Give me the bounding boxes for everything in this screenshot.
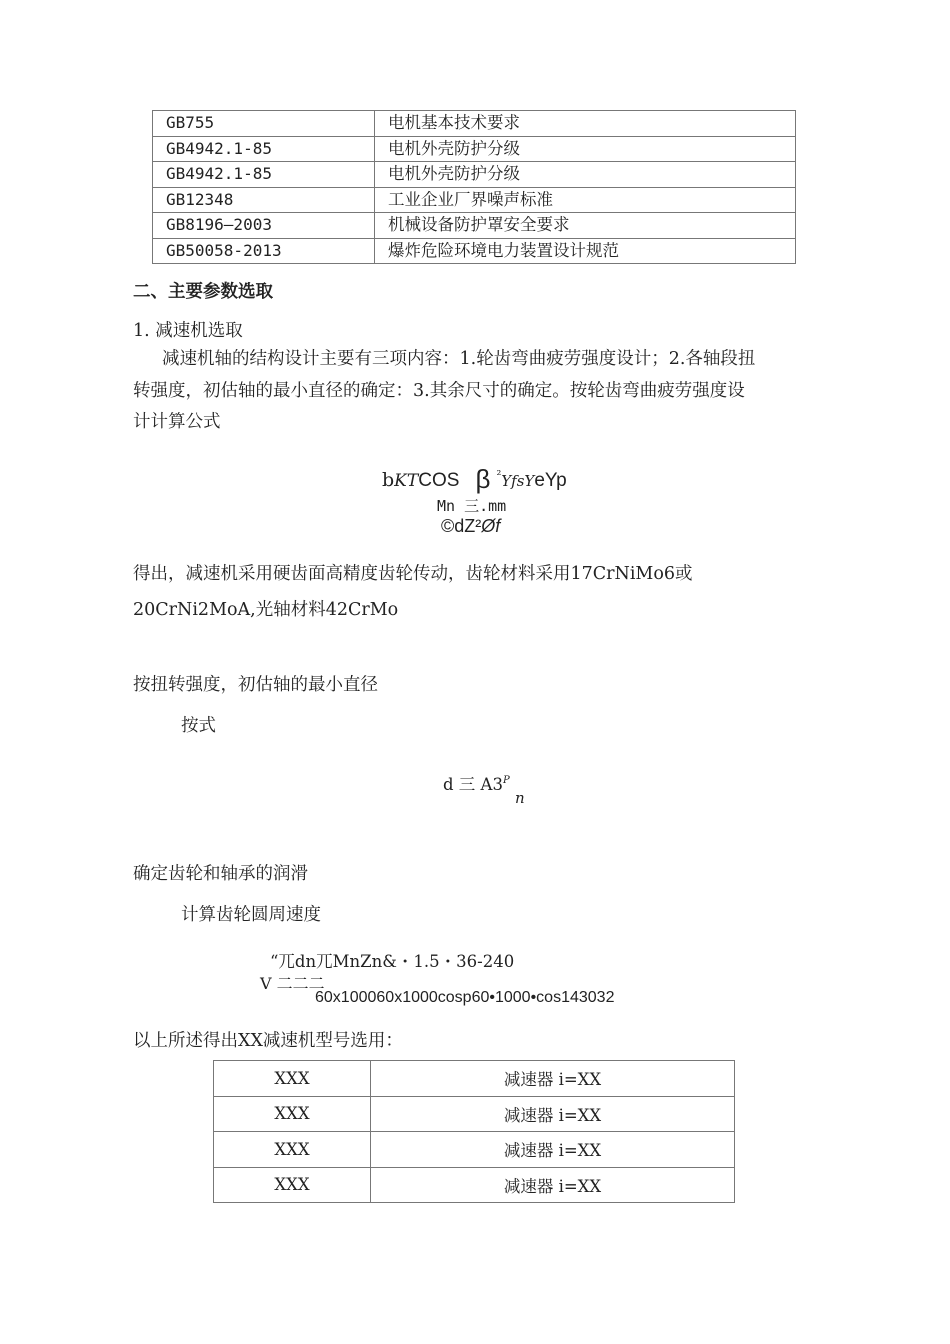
table-row — [153, 238, 796, 264]
paragraph-line: 按扭转强度，初估轴的最小直径 — [133, 675, 378, 695]
standard-desc: 机械设备防护罩安全要求 — [375, 213, 796, 239]
paragraph-line: 减速机轴的结构设计主要有三项内容：1.轮齿弯曲疲劳强度设计；2.各轴段扭 — [162, 349, 756, 369]
formula-subscript: n — [515, 789, 525, 807]
formula-part: b — [382, 469, 395, 491]
standard-code: GB8196—2003 — [153, 213, 375, 239]
standard-code: GB12348 — [153, 187, 375, 213]
reducer-model: XXX — [214, 1167, 371, 1203]
formula-part: d 三 A3 — [443, 775, 503, 794]
formula-line: 60x100060x1000cosp60•1000•cos143032 — [315, 989, 615, 1006]
reducer-desc: 减速器 i=XX — [371, 1096, 735, 1132]
paragraph-line: 得出，减速机采用硬齿面高精度齿轮传动，齿轮材料采用17CrNiMo6或 — [133, 564, 693, 584]
table-row — [214, 1061, 735, 1097]
standards-table — [152, 110, 796, 264]
formula-part: eYp — [534, 470, 567, 491]
paragraph-line: 转强度，初估轴的最小直径的确定：3.其余尺寸的确定。按轮齿弯曲疲劳强度设 — [133, 381, 745, 401]
formula-line: V 二二二 — [260, 974, 325, 993]
formula-line — [441, 516, 500, 537]
standard-desc: 爆炸危险环境电力装置设计规范 — [375, 238, 796, 264]
reducer-table — [213, 1060, 735, 1203]
table-row — [153, 213, 796, 239]
table-row — [214, 1132, 735, 1168]
standard-desc: 工业企业厂界噪声标准 — [375, 187, 796, 213]
formula-part: ² — [496, 468, 502, 482]
reducer-desc: 减速器 i=XX — [371, 1132, 735, 1168]
paragraph-line: 以上所述得出XX减速机型号选用： — [133, 1031, 403, 1051]
formula-line: Mn 三.mm — [437, 497, 507, 515]
formula-part: ©dZ² — [441, 516, 482, 536]
table-row — [153, 187, 796, 213]
formula-part: β — [475, 464, 491, 494]
table-row — [153, 136, 796, 162]
standard-desc: 电机外壳防护分级 — [375, 162, 796, 188]
standard-code: GB50058-2013 — [153, 238, 375, 264]
reducer-model: XXX — [214, 1061, 371, 1097]
table-row — [214, 1096, 735, 1132]
formula-part: P — [502, 775, 510, 786]
standard-code: GB4942.1-85 — [153, 162, 375, 188]
reducer-model: XXX — [214, 1132, 371, 1168]
standard-desc: 电机基本技术要求 — [375, 111, 796, 137]
paragraph-line: 计算齿轮圆周速度 — [181, 905, 321, 925]
paragraph-line: 确定齿轮和轴承的润滑 — [133, 864, 308, 884]
formula-min-diameter — [443, 771, 510, 795]
table-row — [153, 111, 796, 137]
paragraph-line: 按式 — [181, 716, 216, 736]
reducer-desc: 减速器 i=XX — [371, 1061, 735, 1097]
table-row — [153, 162, 796, 188]
formula-part: Øf — [481, 516, 501, 536]
item-heading: 1. 减速机选取 — [133, 321, 243, 341]
standard-code: GB755 — [153, 111, 375, 137]
table-row — [214, 1167, 735, 1203]
section-title: 二、主要参数选取 — [133, 282, 273, 302]
formula-part: KT — [394, 471, 419, 491]
formula-part: YfsY — [501, 472, 535, 490]
paragraph-line: 计计算公式 — [133, 412, 221, 432]
reducer-model: XXX — [214, 1096, 371, 1132]
formula-part: COS — [418, 470, 460, 491]
formula-line: “兀dn兀MnZn&・1.5・36-240 — [270, 952, 515, 971]
standard-code: GB4942.1-85 — [153, 136, 375, 162]
reducer-desc: 减速器 i=XX — [371, 1167, 735, 1203]
standard-desc: 电机外壳防护分级 — [375, 136, 796, 162]
paragraph-line: 20CrNi2MoA,光轴材料42CrMo — [133, 600, 399, 620]
formula-bending-strength — [382, 464, 567, 495]
